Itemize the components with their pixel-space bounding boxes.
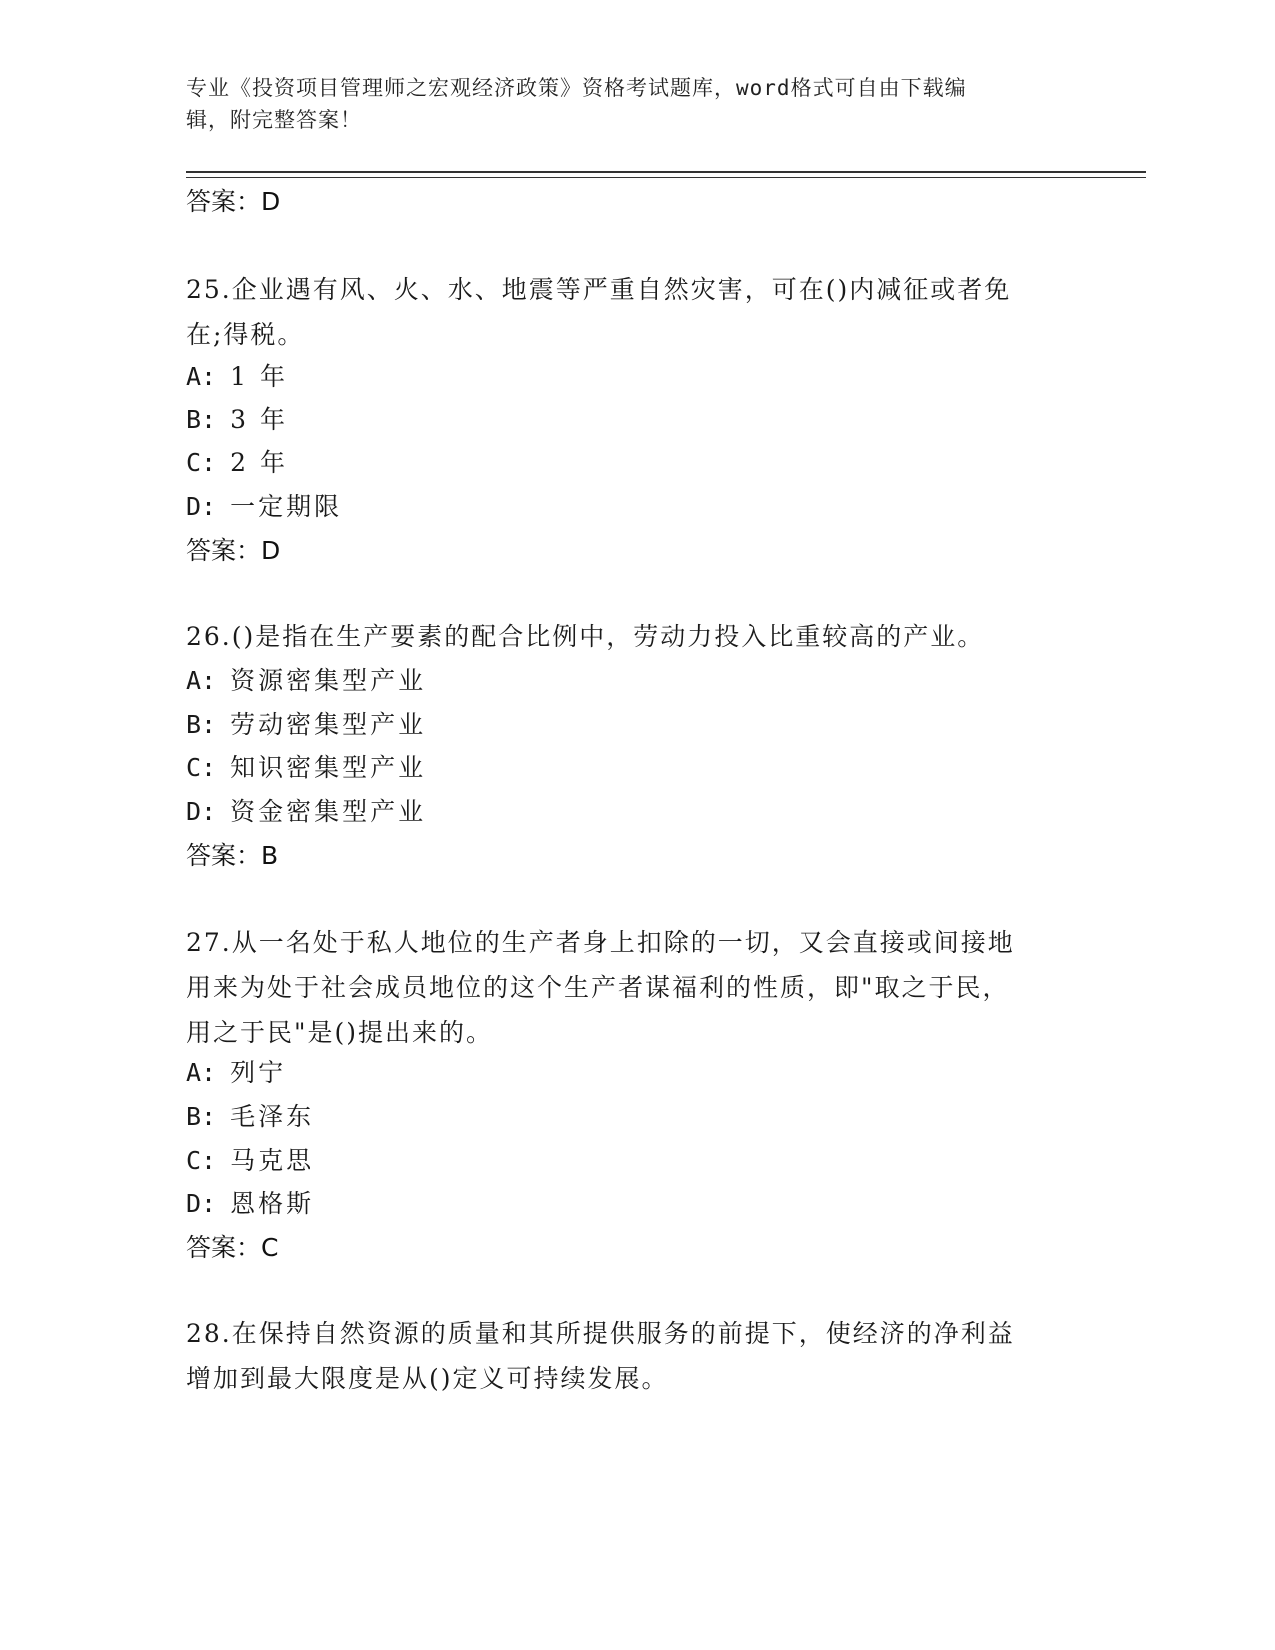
answer-line (186, 1233, 278, 1263)
question-number: 25. (186, 275, 232, 304)
option-letter: A: (186, 362, 217, 391)
answer-line (186, 536, 280, 566)
option-c (186, 448, 288, 478)
answer-line (186, 841, 278, 871)
option-text: 2 年 (230, 448, 288, 477)
question-text: 在保持自然资源的质量和其所提供服务的前提下，使经济的净利益 (231, 1319, 1015, 1348)
question-27 (186, 920, 1066, 1055)
answer-label: 答案： (186, 841, 262, 870)
option-letter: C: (186, 448, 217, 477)
option-text: 列宁 (230, 1058, 287, 1087)
option-d (186, 492, 342, 522)
option-a (186, 1058, 286, 1088)
option-letter: B: (186, 710, 217, 739)
option-text: 劳动密集型产业 (230, 710, 427, 739)
option-text: 毛泽东 (230, 1102, 315, 1131)
option-letter: A: (186, 1058, 217, 1087)
question-text-cont: 在;得税。 (186, 320, 305, 349)
option-c (186, 753, 426, 783)
answer-line (186, 187, 280, 217)
answer-value: C (261, 1233, 279, 1262)
option-letter: C: (186, 753, 217, 782)
option-letter: A: (186, 666, 217, 695)
question-26 (186, 614, 1066, 659)
header-divider-top (186, 171, 1146, 173)
answer-value: B (261, 841, 279, 870)
question-text: 企业遇有风、火、水、地震等严重自然灾害，可在()内减征或者免 (231, 275, 1012, 304)
header-line-1: 专业《投资项目管理师之宏观经济政策》资格考试题库，word格式可自由下载编 (186, 76, 967, 100)
option-letter: B: (186, 405, 217, 434)
question-text-cont: 用来为处于社会成员地位的这个生产者谋福利的性质，即"取之于民， (186, 973, 1010, 1002)
question-text: ()是指在生产要素的配合比例中，劳动力投入比重较高的产业。 (231, 622, 985, 651)
option-text: 马克思 (230, 1146, 315, 1175)
question-number: 28. (186, 1319, 232, 1348)
option-text: 资源密集型产业 (230, 666, 427, 695)
option-b (186, 405, 288, 435)
option-d (186, 797, 426, 827)
answer-value: D (261, 536, 281, 565)
answer-label: 答案： (186, 536, 262, 565)
option-text: 1 年 (230, 362, 288, 391)
question-text-cont: 用之于民"是()提出来的。 (186, 1018, 494, 1047)
header-line-2: 辑，附完整答案！ (186, 108, 362, 132)
header-divider-bottom (186, 177, 1146, 178)
option-a (186, 362, 288, 392)
question-text: 从一名处于私人地位的生产者身上扣除的一切，又会直接或间接地 (231, 928, 1015, 957)
answer-value: D (261, 187, 281, 216)
question-number: 27. (186, 928, 232, 957)
answer-label: 答案： (186, 1233, 262, 1262)
option-letter: C: (186, 1146, 217, 1175)
question-28 (186, 1311, 1066, 1401)
document-header (186, 72, 1066, 136)
option-text: 一定期限 (230, 492, 343, 521)
option-text: 3 年 (230, 405, 288, 434)
option-letter: D: (186, 797, 217, 826)
option-b (186, 1102, 314, 1132)
option-letter: B: (186, 1102, 217, 1131)
answer-label: 答案： (186, 187, 262, 216)
question-number: 26. (186, 622, 232, 651)
option-letter: D: (186, 492, 217, 521)
option-d (186, 1189, 314, 1219)
option-a (186, 666, 426, 696)
option-c (186, 1146, 314, 1176)
question-25 (186, 267, 1066, 357)
option-text: 知识密集型产业 (230, 753, 427, 782)
option-text: 资金密集型产业 (230, 797, 427, 826)
option-text: 恩格斯 (230, 1189, 315, 1218)
option-b (186, 710, 426, 740)
question-text-cont: 增加到最大限度是从()定义可持续发展。 (186, 1364, 669, 1393)
option-letter: D: (186, 1189, 217, 1218)
